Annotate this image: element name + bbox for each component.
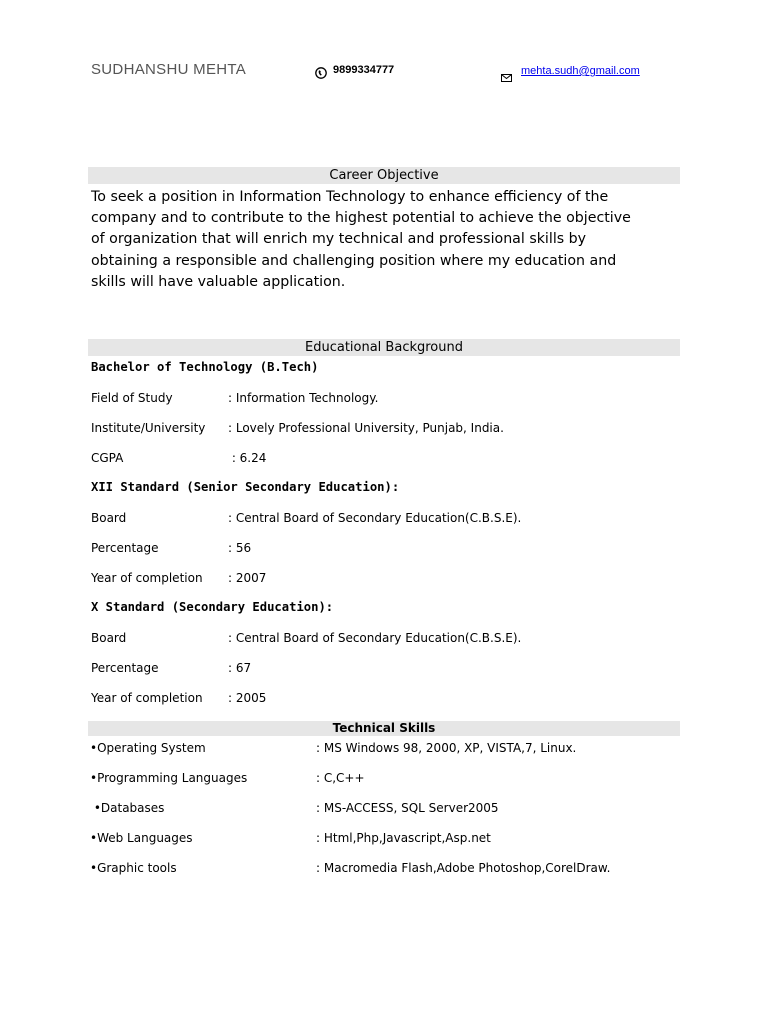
phone-number: 9899334777	[333, 64, 395, 76]
email-link[interactable]: mehta.sudh@gmail.com	[521, 65, 640, 77]
objective-line: To seek a position in Information Technology to enhance efficiency of the	[91, 189, 609, 205]
skill-databases-label: •Databases	[90, 801, 165, 815]
education-heading: Educational Background	[88, 339, 680, 356]
xii-board-label: Board	[91, 511, 127, 525]
technical-skills-heading: Technical Skills	[88, 721, 680, 736]
phone-icon	[315, 64, 327, 76]
btech-cgpa-value: : 6.24	[228, 451, 267, 465]
objective-line: of organization that will enrich my technical and professional skills by	[91, 231, 587, 248]
xii-board-value: : Central Board of Secondary Education(C.B.S.E).	[228, 511, 522, 525]
xii-percentage-label: Percentage	[91, 541, 159, 555]
x-board-value: : Central Board of Secondary Education(C.B.S.E).	[228, 631, 522, 645]
phone-contact	[315, 64, 394, 76]
btech-cgpa-label: CGPA	[91, 451, 124, 465]
btech-field-label: Field of Study	[91, 391, 173, 405]
xii-year-label: Year of completion	[91, 571, 203, 585]
x-heading: X Standard (Secondary Education):	[91, 600, 334, 614]
x-percentage-label: Percentage	[91, 661, 159, 675]
btech-heading: Bachelor of Technology (B.Tech)	[91, 360, 319, 374]
objective-line: skills will have valuable application.	[91, 273, 346, 290]
skill-os-label: •Operating System	[90, 741, 206, 755]
xii-percentage-value: : 56	[228, 541, 252, 555]
skill-programming-value: : C,C++	[316, 771, 365, 785]
x-percentage-value: : 67	[228, 661, 252, 675]
x-year-value: : 2005	[228, 691, 267, 705]
btech-institute-label: Institute/University	[91, 421, 206, 435]
x-board-label: Board	[91, 631, 127, 645]
skill-os-value: : MS Windows 98, 2000, XP, VISTA,7, Linux.	[316, 741, 577, 755]
xii-year-value: : 2007	[228, 571, 267, 585]
candidate-name: SUDHANSHU MEHTA	[91, 61, 247, 78]
btech-field-value: : Information Technology.	[228, 391, 379, 405]
skill-web-value: : Html,Php,Javascript,Asp.net	[316, 831, 491, 845]
skill-graphic-label: •Graphic tools	[90, 861, 177, 875]
objective-line: company and to contribute to the highest potential to achieve the objective	[91, 210, 631, 227]
envelope-icon	[501, 67, 512, 75]
skill-graphic-value: : Macromedia Flash,Adobe Photoshop,CorelDraw.	[316, 861, 611, 875]
career-objective-heading: Career Objective	[88, 167, 680, 184]
xii-heading: XII Standard (Senior Secondary Education):	[91, 480, 400, 494]
career-objective-text	[91, 187, 683, 293]
skill-web-label: •Web Languages	[90, 831, 193, 845]
skill-programming-label: •Programming Languages	[90, 771, 248, 785]
btech-institute-value: : Lovely Professional University, Punjab, India.	[228, 421, 504, 435]
x-year-label: Year of completion	[91, 691, 203, 705]
email-contact[interactable]	[501, 65, 640, 77]
skill-databases-value: : MS-ACCESS, SQL Server2005	[316, 801, 499, 815]
objective-line: obtaining a responsible and challenging position where my education and	[91, 252, 617, 269]
